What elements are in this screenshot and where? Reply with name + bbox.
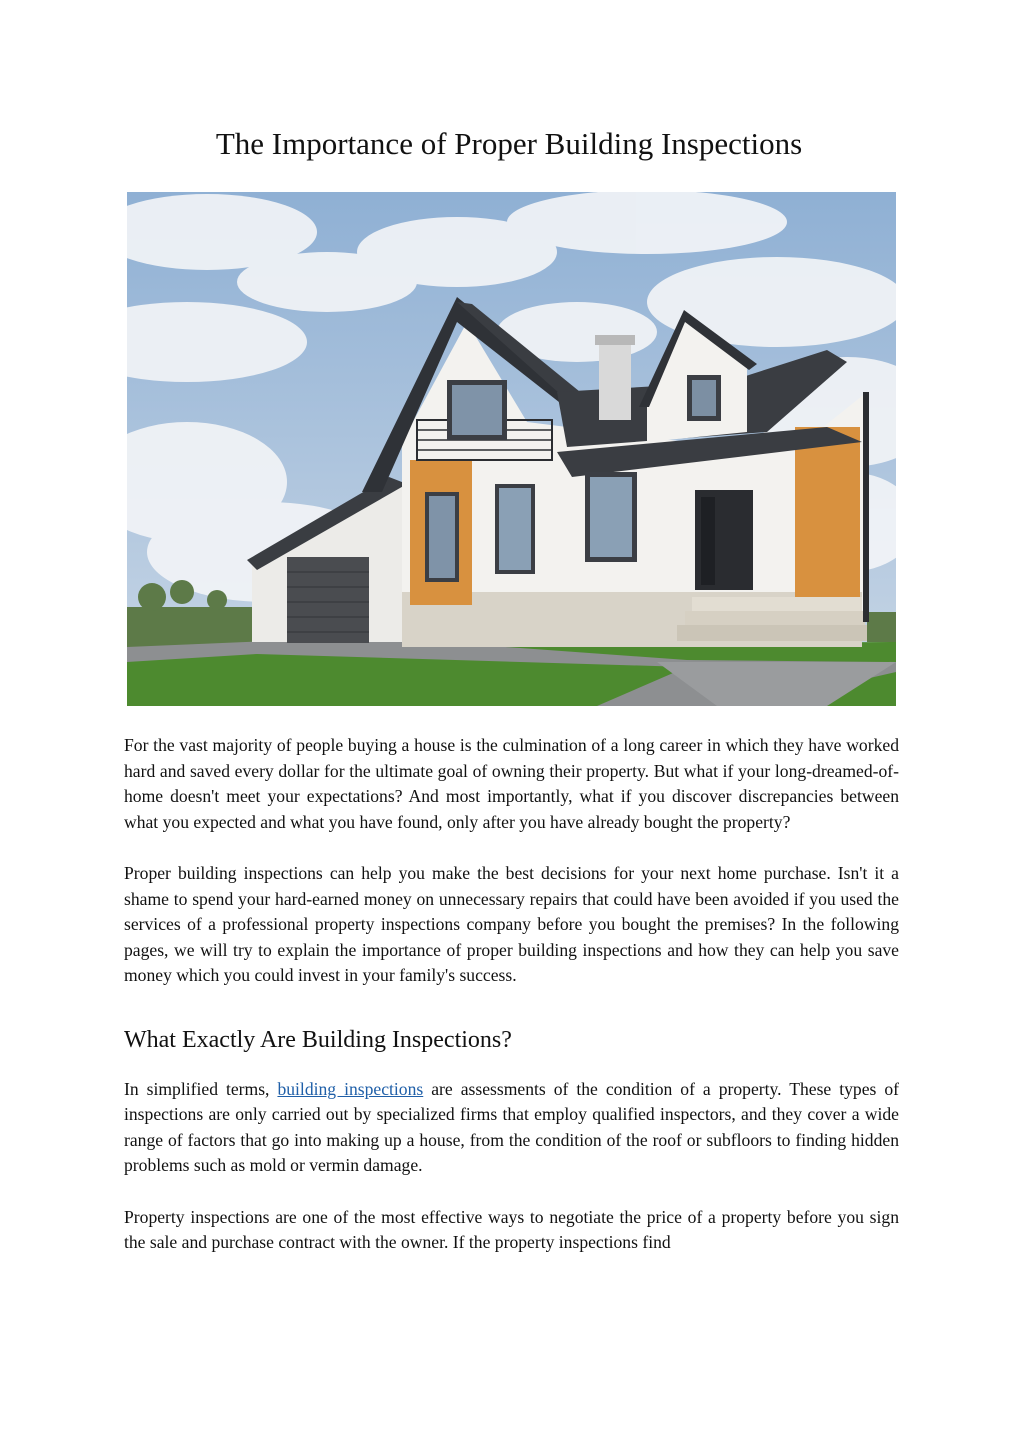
intro-paragraph-1: For the vast majority of people buying a house is the culmination of a long career in which they have worked hard and saved every dollar for the ultimate goal of owning their property. But what if your long-dreamed-of-home doesn't meet your expectations? And most importantly, what if you discover discrepancies between what you expected and what you have found, only after you have already bought the property? <box>124 735 899 832</box>
chimney <box>599 340 631 420</box>
porch-steps <box>677 597 867 641</box>
building-inspections-link[interactable]: building inspections <box>277 1078 424 1099</box>
section-heading: What Exactly Are Building Inspections? <box>124 1026 512 1053</box>
page-title: The Importance of Proper Building Inspections <box>215 126 803 161</box>
downpipe <box>863 392 869 622</box>
garage-door <box>287 557 369 643</box>
wood-cladding-right <box>795 427 860 602</box>
house-photo <box>127 192 896 706</box>
section-paragraph-2: Property inspections are one of the most effective ways to negotiate the price of a property before you sign the sale and purchase contract with the owner. If the property inspections find <box>124 1206 899 1253</box>
section-paragraph-1: In simplified terms, building inspections are assessments of the condition of a property. These types of inspections are only carried out by specialized firms that employ qualified inspectors, and they cover a wide range of factors that go into making up a house, from the condition of the roof or subfloors to finding hidden problems such as mold or vermin damage. <box>124 1078 899 1176</box>
article-body <box>124 733 899 1256</box>
intro-paragraph-2: Proper building inspections can help you make the best decisions for your next home purchase. Isn't it a shame to spend your hard-earned money on unnecessary repairs that could have been avoided if you used the services of a professional property inspections company before you bought the premises? In the following pages, we will try to explain the importance of proper building inspections and how they can help you save money which you could invest in your family's success. <box>124 862 899 986</box>
house-illustration <box>127 192 896 706</box>
